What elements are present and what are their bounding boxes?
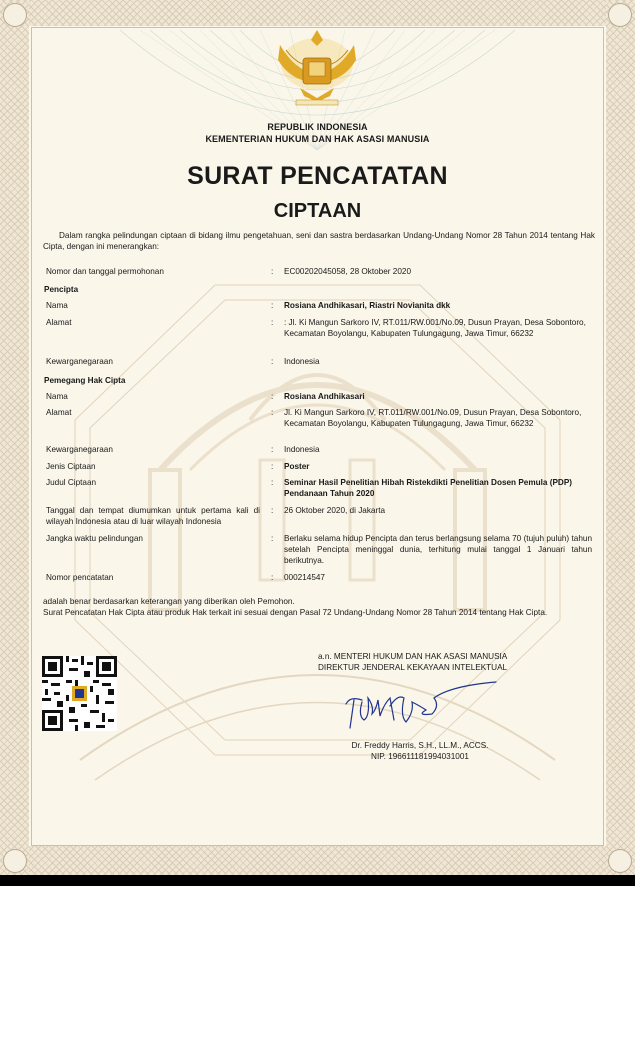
work-type-label: Jenis Ciptaan — [46, 462, 96, 471]
colon: : — [271, 478, 274, 487]
work-title-label: Judul Ciptaan — [46, 478, 97, 487]
creator-citizenship-label: Kewarganegaraan — [46, 357, 113, 366]
corner-ornament-icon — [3, 849, 27, 873]
record-number-label: Nomor pencatatan — [46, 573, 114, 582]
work-published-label: Tanggal dan tempat diumumkan untuk pertama kali di wilayah Indonesia atau di luar wilayah Indonesia — [46, 506, 260, 526]
colon: : — [271, 318, 274, 327]
creator-address-label: Alamat — [46, 318, 72, 327]
border-top — [0, 0, 635, 26]
border-bottom — [0, 846, 635, 875]
handwritten-signature — [340, 676, 500, 736]
holder-address-label: Alamat — [46, 408, 72, 417]
colon: : — [271, 267, 274, 276]
work-type: Poster — [284, 462, 310, 471]
corner-ornament-icon — [608, 3, 632, 27]
work-title: Seminar Hasil Penelitian Hibah Ristekdikti Penelitian Dosen Pemula (PDP) Pendanaan Tahun 2020 — [284, 478, 573, 498]
corner-ornament-icon — [608, 849, 632, 873]
creator-citizenship: Indonesia — [284, 357, 320, 366]
intro-paragraph: Dalam rangka pelindungan ciptaan di bidang ilmu pengetahuan, seni dan sastra berdasarkan Undang-Undang Nomor 28 Tahun 2014 tentang Hak Cipta, dengan ini menerangkan: — [43, 231, 595, 251]
footer-statement: adalah benar berdasarkan keterangan yang diberikan oleh Pemohon. — [43, 597, 295, 606]
header-republic: REPUBLIK INDONESIA — [267, 122, 368, 132]
holder-name-label: Nama — [46, 392, 68, 401]
record-number: 000214547 — [284, 573, 325, 582]
creator-heading: Pencipta — [44, 285, 79, 294]
creator-address: : Jl. Ki Mangun Sarkoro IV, RT.011/RW.001/No.09, Dusun Prayan, Desa Sobontoro, Kecamatan Boyolangu, Kabupaten Tulungagung, Jawa Timur, 66232 — [284, 318, 586, 338]
header-ministry: KEMENTERIAN HUKUM DAN HAK ASASI MANUSIA — [205, 134, 430, 144]
work-published: 26 Oktober 2020, di Jakarta — [284, 506, 386, 515]
document-subtitle: CIPTAAN — [273, 200, 362, 222]
signer-name: Dr. Freddy Harris, S.H., LL.M., ACCS. — [351, 741, 489, 750]
colon: : — [271, 357, 274, 366]
holder-citizenship: Indonesia — [284, 445, 320, 454]
signer-nip: NIP. 196611181994031001 — [371, 752, 469, 761]
signature-on-behalf: a.n. MENTERI HUKUM DAN HAK ASASI MANUSIA — [318, 652, 508, 661]
application-label: Nomor dan tanggal permohonan — [46, 267, 164, 276]
work-term-label: Jangka waktu pelindungan — [46, 534, 143, 543]
holder-address: Jl. Ki Mangun Sarkoro IV, RT.011/RW.001/No.09, Dusun Prayan, Desa Sobontoro, Kecamatan Boyolangu, Kabupaten Tulungagung, Jawa Timur, 66232 — [284, 408, 582, 428]
colon: : — [271, 506, 274, 515]
holder-heading: Pemegang Hak Cipta — [44, 376, 126, 385]
colon: : — [271, 445, 274, 454]
bottom-black-bar — [0, 875, 635, 886]
corner-ornament-icon — [3, 3, 27, 27]
holder-citizenship-label: Kewarganegaraan — [46, 445, 113, 454]
work-term: Berlaku selama hidup Pencipta dan terus berlangsung selama 70 (tujuh puluh) tahun setelah Pencipta meninggal dunia, terhitung mulai tanggal 1 Januari tahun berikutnya. — [284, 534, 592, 565]
application-value: EC00202045058, 28 Oktober 2020 — [284, 267, 412, 276]
colon: : — [271, 392, 274, 401]
creator-name: Rosiana Andhikasari, Riastri Novianita dkk — [284, 301, 451, 310]
creator-name-label: Nama — [46, 301, 68, 310]
footer-legal-basis: Surat Pencatatan Hak Cipta atau produk Hak terkait ini sesuai dengan Pasal 72 Undang-Undang Nomor 28 Tahun 2014 tentang Hak Cipta. — [43, 608, 548, 617]
signature-position: DIREKTUR JENDERAL KEKAYAAN INTELEKTUAL — [318, 663, 508, 672]
colon: : — [271, 301, 274, 310]
colon: : — [271, 462, 274, 471]
document-title: SURAT PENCATATAN — [187, 162, 448, 190]
holder-name: Rosiana Andhikasari — [284, 392, 365, 401]
qr-code-icon — [41, 656, 118, 731]
colon: : — [271, 408, 274, 417]
colon: : — [271, 573, 274, 582]
colon: : — [271, 534, 274, 543]
